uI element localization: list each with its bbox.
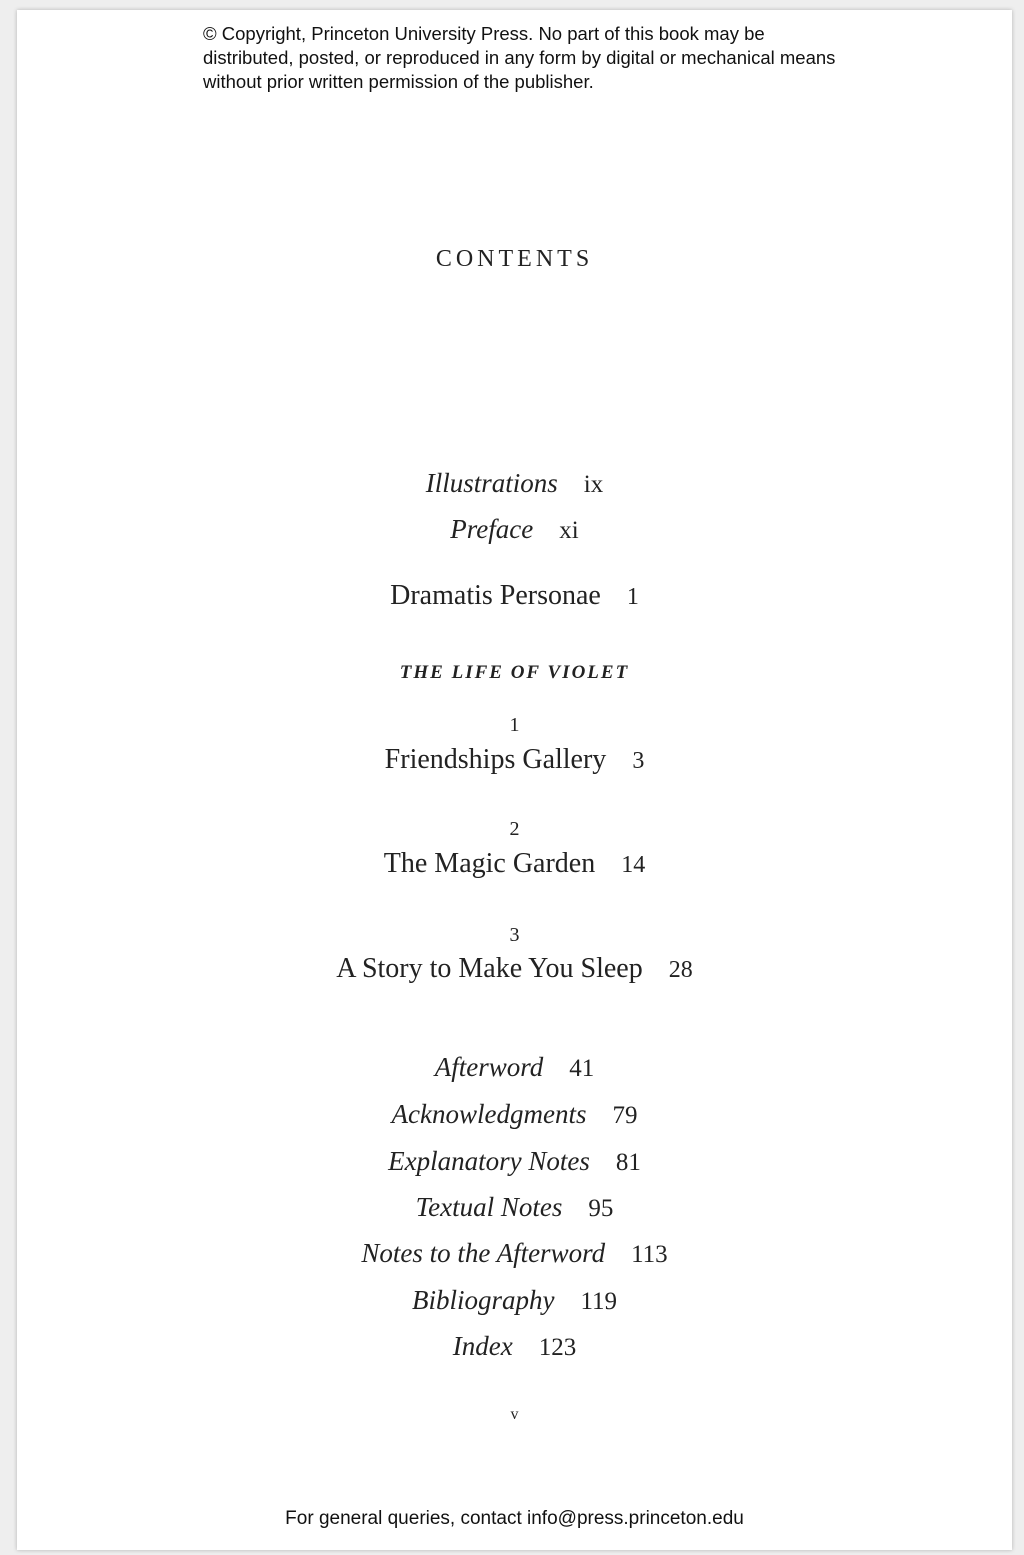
toc-entry-page: 3 (632, 748, 645, 774)
toc-entry-title: Notes to the Afterword (361, 1238, 606, 1268)
toc-entry-preface[interactable] (17, 514, 1012, 545)
toc-entry-page: 14 (621, 852, 646, 878)
toc-entry-title: Dramatis Personae (390, 580, 601, 611)
toc-entry-index[interactable] (17, 1331, 1012, 1362)
toc-entry-bibliography[interactable] (17, 1285, 1012, 1316)
toc-entry-dramatis-personae[interactable] (17, 580, 1012, 612)
chapter-number: 2 (509, 818, 520, 840)
toc-entry-title: Preface (450, 514, 534, 544)
copyright-notice: © Copyright, Princeton University Press. No part of this book may be distributed, posted, or reproduced in any form by digital or mechanical means without prior written permission of the publisher. (203, 23, 836, 92)
toc-entry-page: 119 (580, 1288, 618, 1315)
toc-entry-title: Afterword (434, 1052, 544, 1082)
toc-entry-title: Friendships Gallery (384, 744, 607, 775)
chapter-number: 1 (509, 714, 520, 736)
toc-entry-page: 81 (615, 1149, 641, 1176)
toc-entry-page: 28 (668, 957, 693, 983)
toc-entry-title: The Magic Garden (383, 848, 596, 879)
toc-entry-page: 79 (612, 1102, 638, 1129)
toc-entry-chapter-1[interactable] (17, 744, 1012, 776)
chapter-number: 3 (509, 924, 520, 946)
toc-entry-page: ix (583, 471, 604, 498)
toc-entry-title: A Story to Make You Sleep (336, 953, 643, 984)
toc-entry-page: 41 (569, 1055, 595, 1082)
footer-contact: For general queries, contact info@press.princeton.edu (285, 1508, 744, 1529)
toc-entry-afterword[interactable] (17, 1052, 1012, 1083)
toc-entry-page: 1 (626, 584, 639, 610)
toc-entry-acknowledgments[interactable] (17, 1099, 1012, 1130)
toc-entry-chapter-2[interactable] (17, 848, 1012, 880)
page-folio: v (510, 1406, 519, 1423)
toc-entry-page: 95 (588, 1195, 614, 1222)
toc-entry-notes-to-afterword[interactable] (17, 1238, 1012, 1269)
toc-entry-explanatory-notes[interactable] (17, 1146, 1012, 1177)
toc-entry-title: Textual Notes (415, 1192, 563, 1222)
toc-entry-page: xi (559, 517, 579, 544)
toc-entry-chapter-3[interactable] (17, 953, 1012, 985)
toc-entry-title: Acknowledgments (391, 1099, 587, 1129)
toc-entry-title: Explanatory Notes (388, 1146, 590, 1176)
toc-entry-textual-notes[interactable] (17, 1192, 1012, 1223)
toc-entry-title: Index (452, 1331, 513, 1361)
contents-heading: CONTENTS (435, 246, 594, 272)
toc-entry-page: 113 (631, 1241, 668, 1268)
toc-entry-title: Bibliography (411, 1285, 555, 1315)
part-title: THE LIFE OF VIOLET (399, 662, 630, 683)
toc-entry-illustrations[interactable] (17, 468, 1012, 499)
document-page (17, 10, 1012, 1550)
toc-entry-page: 123 (538, 1334, 577, 1361)
toc-entry-title: Illustrations (425, 468, 558, 498)
